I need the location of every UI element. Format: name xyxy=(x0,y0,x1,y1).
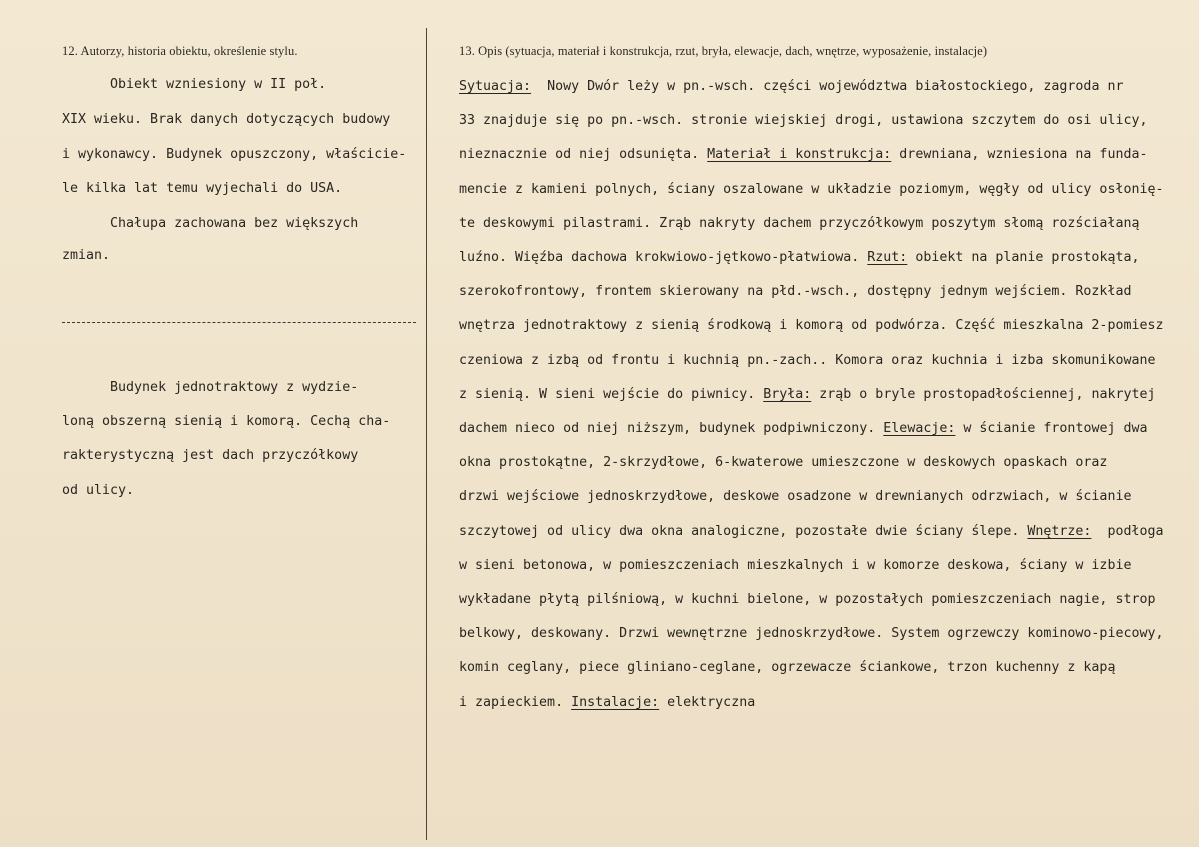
text-run: wnętrza jednotraktowy z sienią środkową i komorą od podwórza. Część mieszkalna 2-pomiesz xyxy=(459,318,1164,333)
text-run: podłoga xyxy=(1091,524,1164,539)
right-text-line xyxy=(459,250,1139,266)
text-run: obiekt na planie prostokąta, xyxy=(907,250,1140,265)
right-text-line xyxy=(459,113,1147,129)
left-text-line: le kilka lat temu wyjechali do USA. xyxy=(62,181,343,196)
right-text-line xyxy=(459,455,1107,471)
text-run: szczytowej od ulicy dwa okna analogiczne, pozostałe dwie ściany ślepe. xyxy=(459,524,1028,539)
text-run: nieznacznie od niej odsunięta. xyxy=(459,147,708,162)
right-text-line xyxy=(459,147,1147,163)
section-label: Materiał i konstrukcja: xyxy=(707,147,892,162)
right-text-line xyxy=(459,79,1123,95)
text-run: okna prostokątne, 2-skrzydłowe, 6-kwaterowe umieszczone w deskowych opaskach oraz xyxy=(459,455,1108,470)
text-run: czeniowa z izbą od frontu i kuchnią pn.-zach.. Komora oraz kuchnia i izba skomunikowane xyxy=(459,353,1156,368)
left-text-line: Budynek jednotraktowy z wydzie- xyxy=(62,380,359,395)
right-text-line xyxy=(459,318,1163,334)
text-run: szerokofrontowy, frontem skierowany na płd.-wsch., dostępny jednym wejściem. Rozkład xyxy=(459,284,1132,299)
left-text-line: XIX wieku. Brak danych dotyczących budowy xyxy=(62,112,391,127)
left-text-line: Obiekt wzniesiony w II poł. xyxy=(62,77,327,92)
left-text-line: Chałupa zachowana bez większych xyxy=(62,216,359,231)
text-run: komin ceglany, piece gliniano-ceglane, ogrzewacze ściankowe, trzon kuchenny z kapą xyxy=(459,660,1116,675)
section-label: Rzut: xyxy=(867,250,908,265)
right-text-line xyxy=(459,182,1163,198)
text-run: z sienią. W sieni wejście do piwnicy. xyxy=(459,387,764,402)
section-12-header: 12. Autorzy, historia obiektu, określenie stylu. xyxy=(62,44,298,58)
section-label: Instalacje: xyxy=(571,695,660,710)
text-run: drewniana, wzniesiona na funda- xyxy=(891,147,1148,162)
right-text-line xyxy=(459,284,1131,300)
section-label: Wnętrze: xyxy=(1027,524,1092,539)
left-text-line: zmian. xyxy=(62,248,111,263)
right-text-line xyxy=(459,353,1155,369)
left-text-line: rakterystyczną jest dach przyczółkowy xyxy=(62,448,359,463)
right-text-line xyxy=(459,216,1139,232)
text-run: elektryczna xyxy=(659,695,756,710)
right-text-line xyxy=(459,524,1164,540)
text-run: wykładane płytą pilśniową, w kuchni bielone, w pozostałych pomieszczeniach nagie, strop xyxy=(459,592,1156,607)
text-run: zrąb o bryle prostopadłościennej, nakrytej xyxy=(811,387,1156,402)
right-text-line xyxy=(459,592,1155,608)
left-text-line: i wykonawcy. Budynek opuszczony, właścicie- xyxy=(62,147,407,162)
text-run: w ścianie frontowej dwa xyxy=(955,421,1148,436)
section-label: Elewacje: xyxy=(883,421,956,436)
right-text-line xyxy=(459,387,1156,403)
right-text-line xyxy=(459,489,1131,505)
text-run: belkowy, deskowany. Drzwi wewnętrzne jednoskrzydłowe. System ogrzewczy kominowo-piecowy, xyxy=(459,626,1164,641)
text-run: mencie z kamieni polnych, ściany oszalowane w układzie poziomym, węgły od ulicy osłonię- xyxy=(459,182,1164,197)
text-run: 33 znajduje się po pn.-wsch. stronie wiejskiej drogi, ustawiona szczytem do osi ulicy, xyxy=(459,113,1148,128)
section-label: Sytuacja: xyxy=(459,79,532,94)
left-text-line: loną obszerną sienią i komorą. Cechą cha- xyxy=(62,414,391,429)
text-run: i zapieckiem. xyxy=(459,695,572,710)
right-text-line xyxy=(459,421,1148,437)
left-text-line: od ulicy. xyxy=(62,483,135,498)
text-run: te deskowymi pilastrami. Zrąb nakryty dachem przyczółkowym poszytym słomą rozściałaną xyxy=(459,216,1140,231)
section-13-header: 13. Opis (sytuacja, materiał i konstrukcja, rzut, bryła, elewacje, dach, wnętrze, wyposażenie, instalacje) xyxy=(459,44,988,58)
right-text-line xyxy=(459,558,1131,574)
text-run: w sieni betonowa, w pomieszczeniach mieszkalnych i w komorze deskowa, ściany w izbie xyxy=(459,558,1132,573)
right-text-line xyxy=(459,660,1115,676)
column-divider xyxy=(426,28,427,840)
text-run: drzwi wejściowe jednoskrzydłowe, deskowe osadzone w drewnianych odrzwiach, w ścianie xyxy=(459,489,1132,504)
right-text-line xyxy=(459,695,755,711)
text-run: dachem nieco od niej niższym, budynek podpiwniczony. xyxy=(459,421,884,436)
dashed-separator xyxy=(62,322,416,323)
text-run: luźno. Więźba dachowa krokwiowo-jętkowo-płatwiowa. xyxy=(459,250,868,265)
section-label: Bryła: xyxy=(763,387,812,402)
text-run: Nowy Dwór leży w pn.-wsch. części województwa białostockiego, zagroda nr xyxy=(531,79,1124,94)
right-text-line xyxy=(459,626,1163,642)
